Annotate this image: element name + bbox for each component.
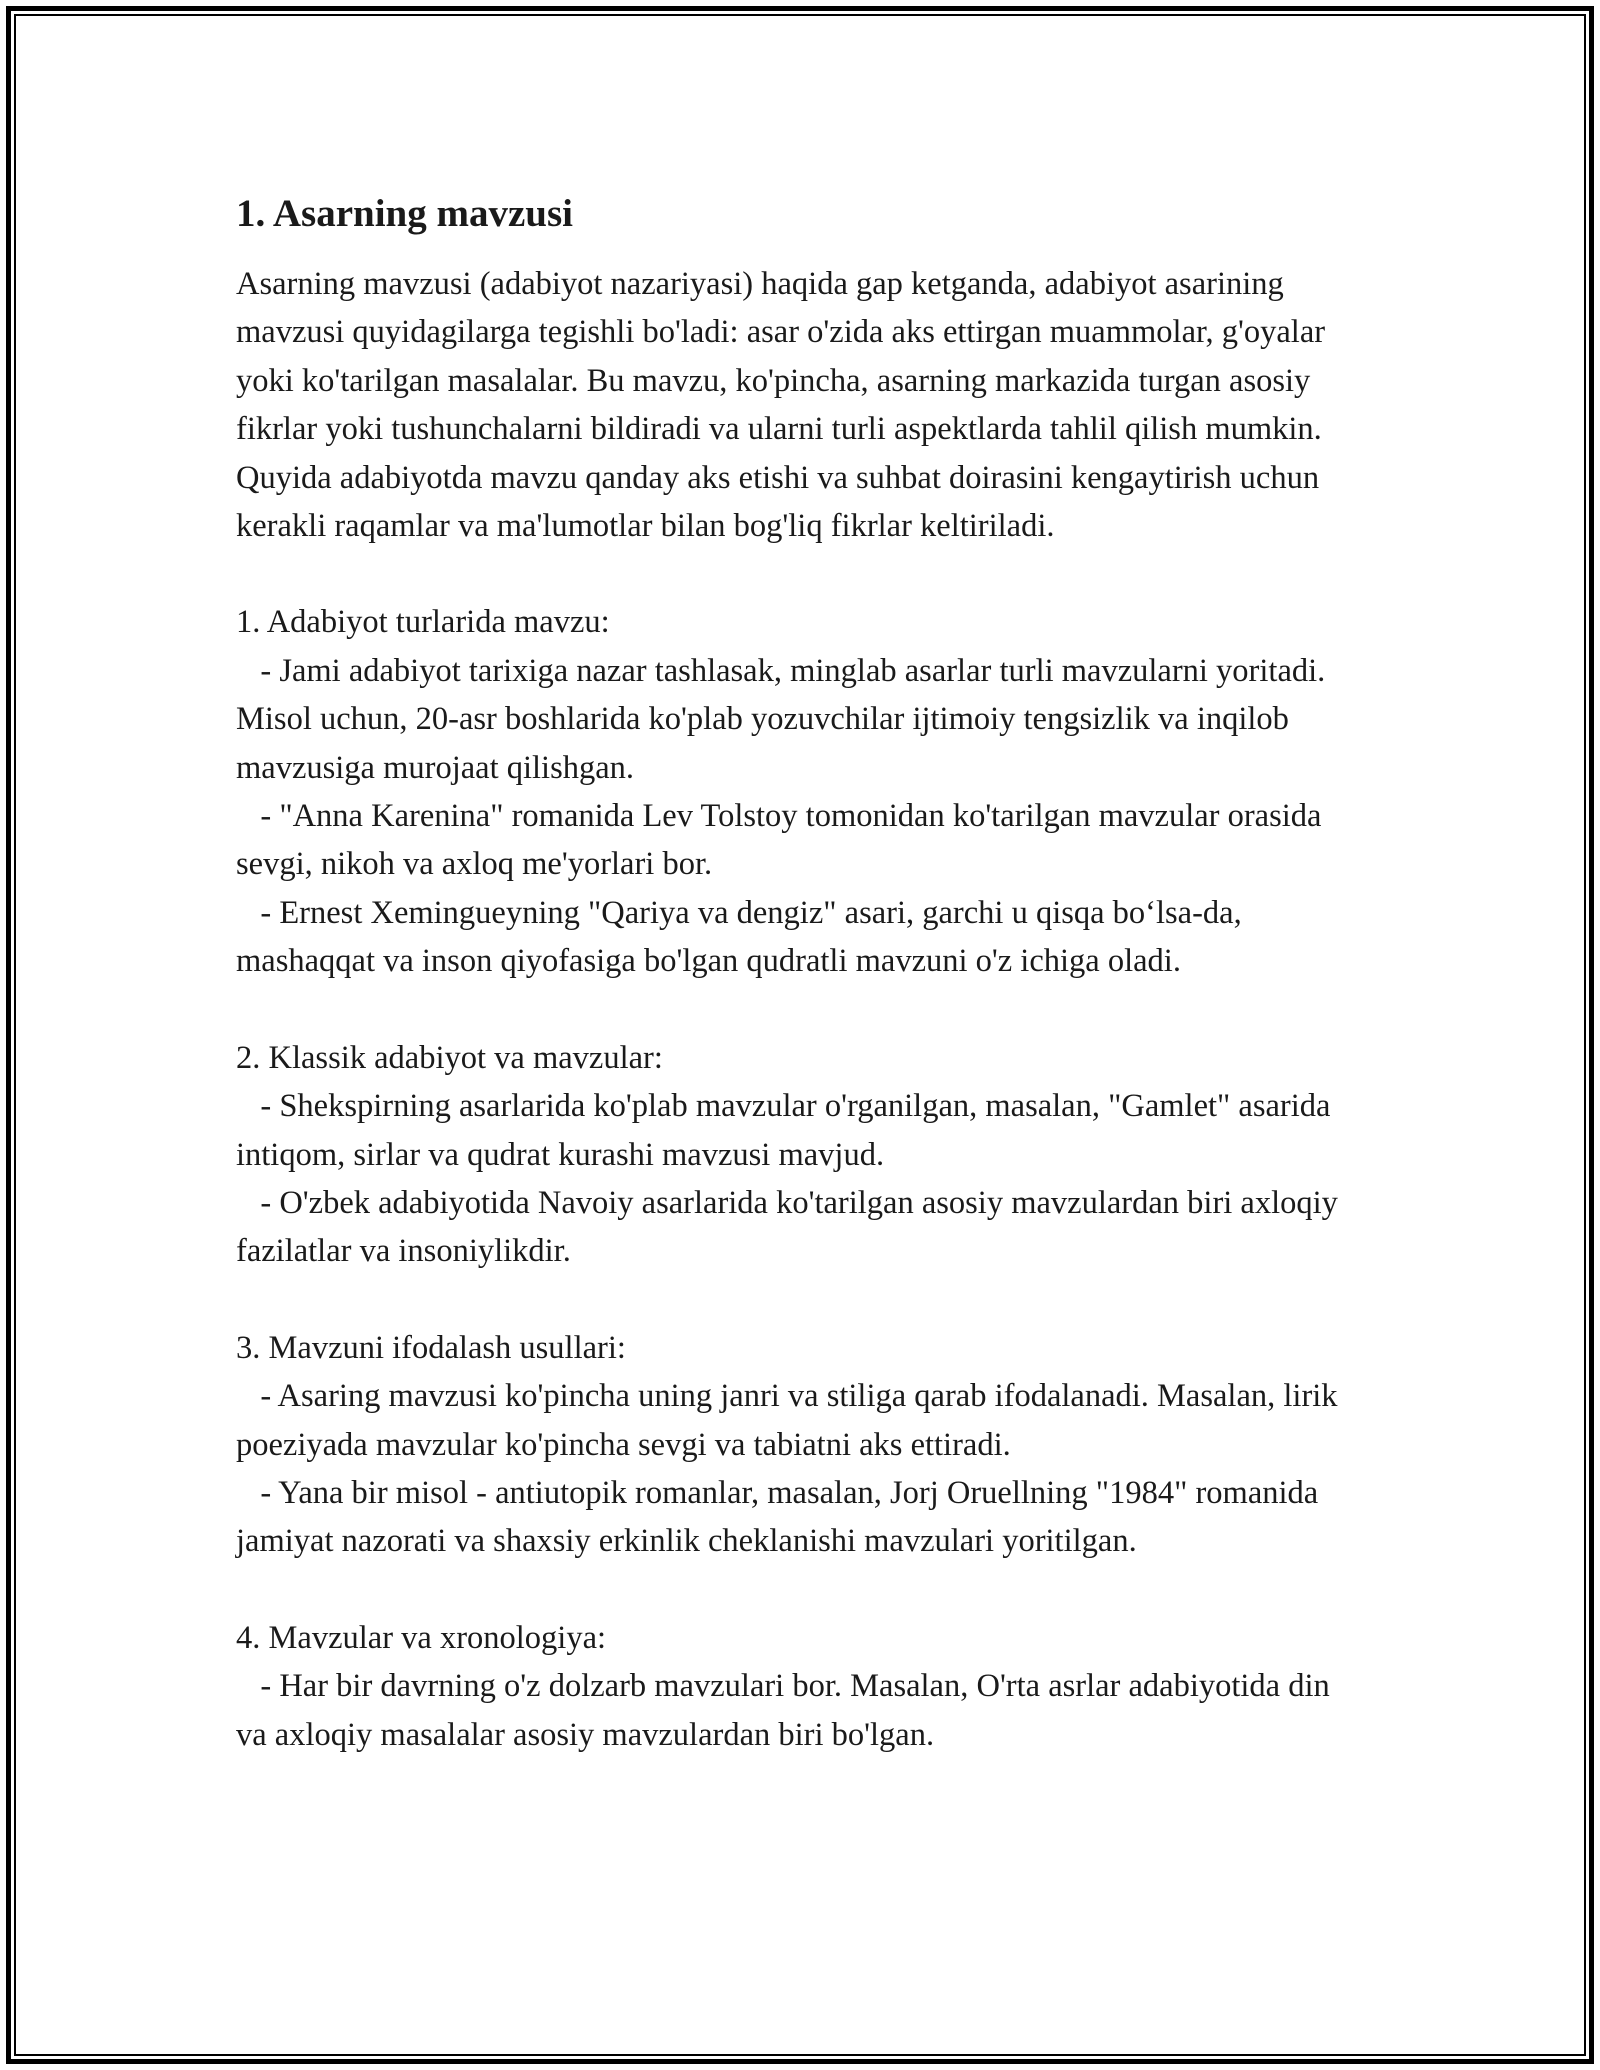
bullet-item: - "Anna Karenina" romanida Lev Tolstoy tomonidan ko'tarilgan mavzular orasida sevgi, nikoh va axloq me'yorlari bor. — [236, 798, 1330, 883]
bullet-item: - Asaring mavzusi ko'pincha uning janri va stiliga qarab ifodalanadi. Masalan, lirik poeziyada mavzular ko'pincha sevgi va tabiatni aks ettiradi. — [236, 1378, 1346, 1463]
bullet-item: - Shekspirning asarlarida ko'plab mavzular o'rganilgan, masalan, "Gamlet" asarida intiqom, sirlar va qudrat kurashi mavzusi mavjud. — [236, 1088, 1339, 1173]
section-heading: 3. Mavzuni ifodalash usullari: — [236, 1329, 626, 1366]
section-1 — [236, 598, 1366, 985]
section-heading: 4. Mavzular va xronologiya: — [236, 1619, 607, 1656]
section-3 — [236, 1324, 1366, 1566]
bullet-item: - O'zbek adabiyotida Navoiy asarlarida ko'tarilgan asosiy mavzulardan biri axloqiy fazilatlar va insoniylikdir. — [236, 1184, 1347, 1270]
document-page — [236, 186, 1366, 1759]
section-heading: 1. Adabiyot turlarida mavzu: — [236, 604, 610, 641]
section-2 — [236, 1034, 1366, 1276]
intro-paragraph: Asarning mavzusi (adabiyot nazariyasi) haqida gap ketganda, adabiyot asarining mavzusi quyidagilarga tegishli bo'ladi: asar o'zida aks ettirgan muammolar, g'oyalar yoki ko'tarilgan masalalar. Bu mavzu, ko'pincha, asarning markazida turgan asosiy fikrlar yoki tushunchalarni bildiradi va ularni turli aspektlarda tahlil qilish mumkin. Quyida adabiyotda mavzu qanday aks etishi va suhbat doirasini kengaytirish uchun kerakli raqamlar va ma'lumotlar bilan bog'liq fikrlar keltiriladi. — [236, 266, 1326, 545]
section-heading: 2. Klassik adabiyot va mavzular: — [236, 1039, 663, 1076]
bullet-item: - Jami adabiyot tarixiga nazar tashlasak, minglab asarlar turli mavzularni yoritadi. Misol uchun, 20-asr boshlarida ko'plab yozuvchilar ijtimoiy tengsizlik va inqilob mavzusiga murojaat qilishgan. — [236, 652, 1334, 786]
document-title: 1. Asarning mavzusi — [236, 192, 573, 235]
bullet-item: - Ernest Xemingueyning "Qariya va dengiz" asari, garchi u qisqa bo‘lsa-da, mashaqqat va inson qiyofasiga bo'lgan qudratli mavzuni o'z ichiga oladi. — [236, 894, 1250, 980]
section-4 — [236, 1614, 1366, 1759]
bullet-item: - Yana bir misol - antiutopik romanlar, masalan, Jorj Oruellning "1984" romanida jamiyat nazorati va shaxsiy erkinlik cheklanishi mavzulari yoritilgan. — [236, 1474, 1327, 1560]
bullet-item: - Har bir davrning o'z dolzarb mavzulari bor. Masalan, O'rta asrlar adabiyotida din va axloqiy masalalar asosiy mavzulardan biri bo'lgan. — [236, 1668, 1338, 1753]
